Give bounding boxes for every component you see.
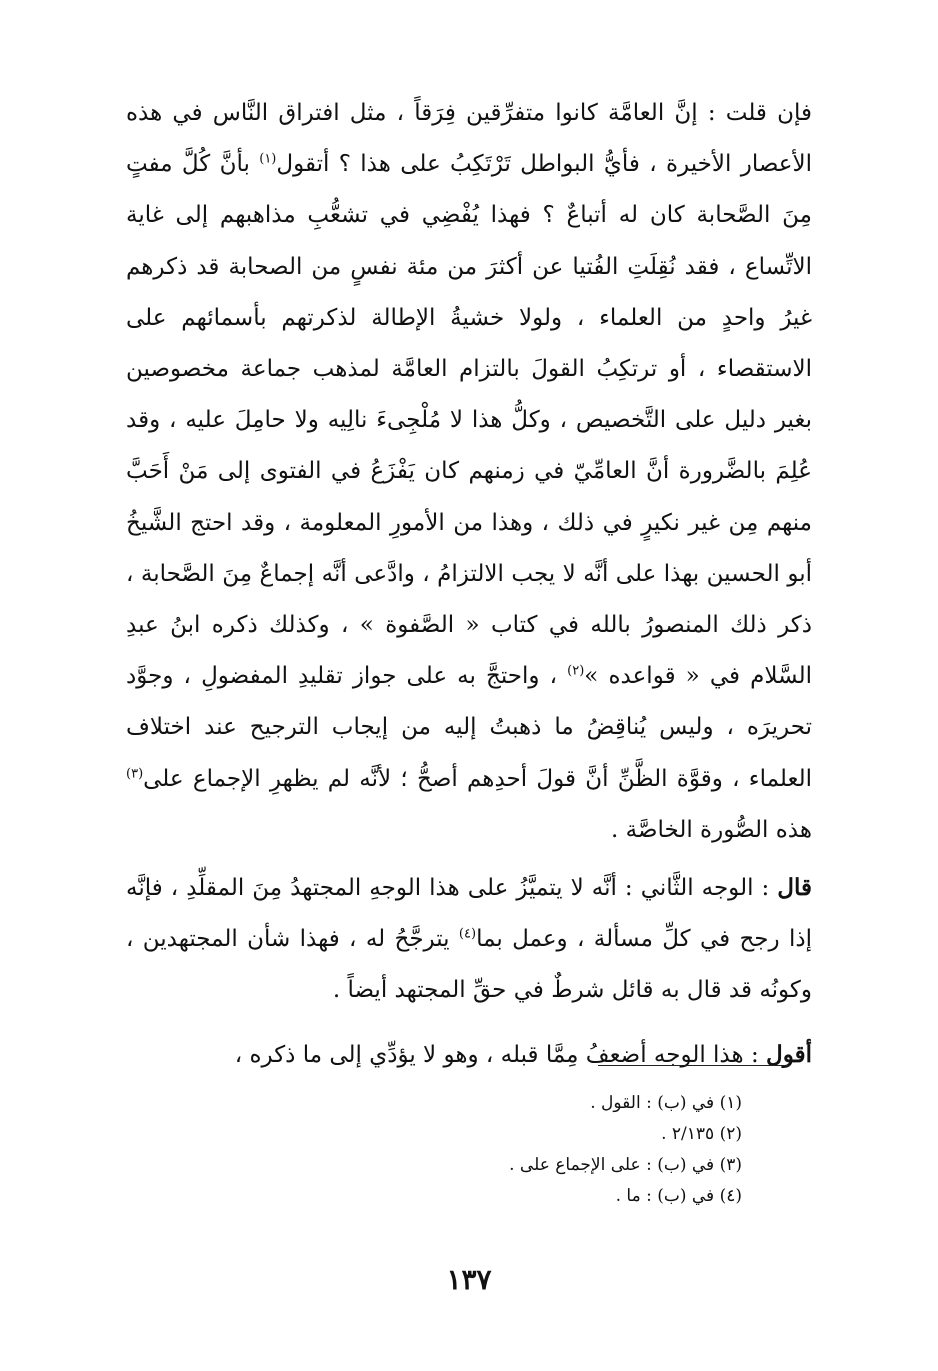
paragraph-3 [126,1029,812,1081]
text-segment: فإن قلت : إنَّ العامَّة كانوا متفرِّقين فِرَقاً ، مثل افتراق النَّاس في هذه الأعصار الأخيرة ، فأيُّ البواطل تَرْتَكِبُ على هذا ؟ أتقول [126,100,812,178]
text-segment: هذه الصُّورة الخاصَّة . [611,816,812,843]
text-segment: يترجَّحُ له ، فهذا شأن المجتهدين ، وكونُه قد قال به قائل شرطٌ في حقِّ المجتهد أيضاً . [126,926,812,1004]
footnote-item: (٣) في (ب) : على الإجماع على . [509,1155,742,1175]
footnote-item: (١) في (ب) : القول . [590,1093,742,1113]
footnote-divider [598,1065,790,1066]
paragraph-lead-word: أقول [766,1040,812,1068]
text-segment: : الوجه الثَّاني : أنَّه لا يتميَّزُ على هذا الوجهِ المجتهدُ مِنَ المقلِّدِ ، فإنَّه إذا رجح في كلِّ مسألة ، وعمل بما [126,875,812,953]
page-number: ١٣٧ [446,1263,492,1296]
paragraph-lead-word: قال [777,874,812,902]
footnote-ref-4: (٤) [458,926,477,942]
footnote-item: (٢) ٢/١٣٥ . [661,1124,742,1144]
footnote-ref-3: (٣) [126,765,144,781]
text-segment: : هذا الوجه أضعفُ مِمَّا قبله ، وهو لا يؤدِّي إلى ما ذكره ، [234,1041,767,1068]
paragraph-1 [126,88,812,856]
main-text [126,88,812,1081]
footnote-item: (٤) في (ب) : ما . [615,1186,742,1206]
footnote-ref-1: (١) [259,151,277,167]
text-segment: ، واحتجَّ به على جواز تقليدِ المفضولِ ، وجوَّد تحريرَه ، وليس يُناقِضُ ما ذهبتُ إليه من إيجاب الترجيح عند اختلاف العلماء ، وقوَّة الظَّنِّ أنَّ قولَ أحدِهم أصحُّ ؛ لأنَّه لم يظهرِ الإجماع على [126,663,812,792]
paragraph-2 [126,862,812,1017]
text-segment: بأنَّ كُلَّ مفتٍ مِنَ الصَّحابة كان له أتباعٌ ؟ فهذا يُفْضِي في تشعُّبِ مذاهبهم إلى غاية الاتِّساع ، فقد نُقِلَتِ الفُتيا عن أكثرَ من مئة نفسٍ من الصحابة قد ذكرهم غيرُ واحدٍ من العلماء ، ولولا خشيةُ الإطالة لذكرتهم بأسمائهم على الاستقصاء ، أو ترتكِبُ القولَ بالتزام العامَّة لمذهب جماعة مخصوصين بغير دليل على التَّخصيص ، وكلُّ هذا لا مُلْجِىءَ نالِيه ولا حامِلَ عليه ، وقد عُلِمَ بالضَّرورة أنَّ العامِّيّ في زمنهم كان يَفْزَعُ في الفتوى إلى مَنْ أَحَبَّ منهم مِن غير نكيرٍ في ذلك ، وهذا من الأمورِ المعلومة ، وقد احتج الشَّيخُ أبو الحسين بهذا على أنَّه لا يجب الالتزامُ ، وادَّعى أنَّه إجماعٌ مِنَ الصَّحابة ، ذكر ذلك المنصورُ بالله في كتاب « الصَّفوة » ، وكذلك ذكره ابنُ عبدِ السَّلام في « قواعده » [126,151,813,690]
footnote-ref-2: (٢) [567,663,585,679]
footnotes [300,1088,742,1212]
